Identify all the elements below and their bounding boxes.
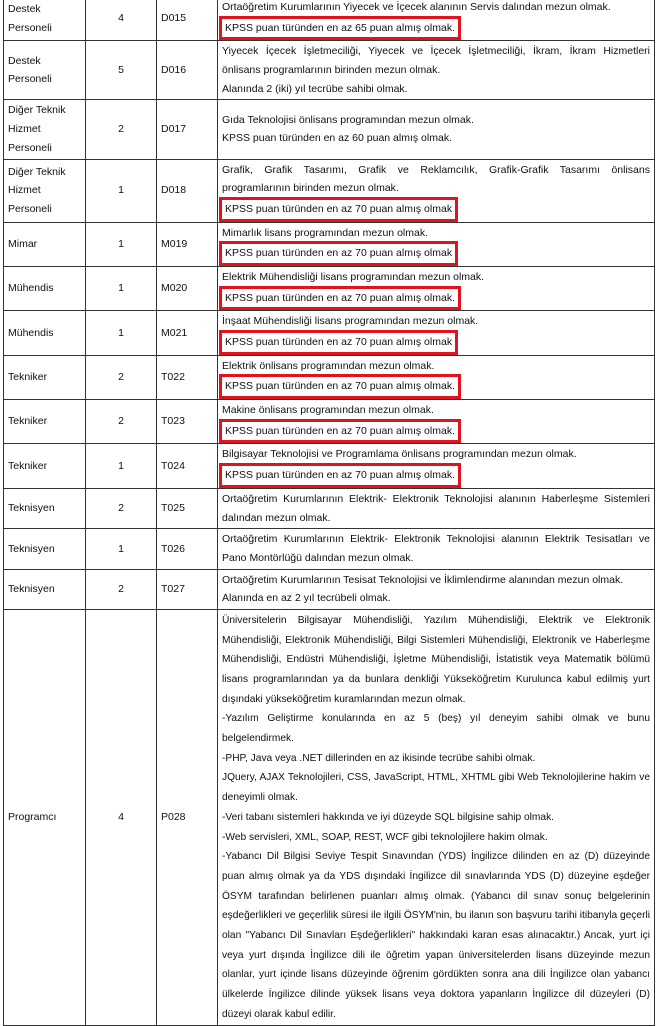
requirement-text: Ortaöğretim Kurumlarının Elektrik- Elektronik Teknolojisi alanının Elektrik Tesisatları ve Pano Montörlüğü dalından mezun olmak. — [222, 533, 650, 564]
code-cell: T022 — [157, 355, 218, 399]
job-requirements-table — [3, 0, 655, 1026]
table-row — [4, 41, 655, 100]
position-cell: Mühendis — [4, 311, 86, 355]
requirement-text: Ortaöğretim Kurumlarının Yiyecek ve İçecek alanının Servis dalından mezun olmak. — [222, 1, 611, 13]
position-cell: Destek Personeli — [4, 41, 86, 100]
requirement-line — [222, 709, 650, 748]
highlighted-requirement: KPSS puan türünden en az 70 puan almış olmak. — [222, 422, 458, 441]
requirement-line — [222, 490, 650, 527]
code-cell: D015 — [157, 0, 218, 41]
count-cell: 5 — [86, 41, 157, 100]
position-cell: Diğer Teknik Hizmet Personeli — [4, 159, 86, 222]
requirement-text: Ortaöğretim Kurumlarının Tesisat Teknolojisi ve İklimlendirme alanından mezun olmak. — [222, 573, 624, 586]
code-cell: D017 — [157, 100, 218, 159]
requirement-line — [222, 312, 650, 331]
requirements-cell — [218, 569, 655, 609]
requirements-cell — [218, 444, 655, 488]
position-cell: Destek Personeli — [4, 0, 86, 41]
requirement-line — [222, 589, 650, 608]
requirements-cell — [218, 159, 655, 222]
requirement-text: JQuery, AJAX Teknolojileri, CSS, JavaScript, HTML, XHTML gibi Web Teknolojilerine hakim ve deneyimli olmak. — [222, 772, 650, 804]
requirements-cell — [218, 529, 655, 569]
table-row — [4, 0, 655, 41]
requirement-line — [222, 768, 650, 807]
code-cell: T024 — [157, 444, 218, 488]
requirement-text: Mimarlık lisans programından mezun olmak. — [222, 226, 428, 239]
code-cell: M020 — [157, 266, 218, 310]
requirements-cell — [218, 488, 655, 528]
requirement-line — [222, 161, 650, 198]
highlighted-requirement: KPSS puan türünden en az 70 puan almış olmak. — [222, 289, 458, 308]
requirement-text: -Yabancı Dil Bilgisi Seviye Tespit Sınavından (YDS) İngilizce dilinden en az (D) düzeyinde puan almış olmak ya da YDS dışındaki İngilizce dil sınavlarında YDS (D) düzeyine eşdeğer ÖSYM tarafından belirlenen puanları almış olmak. (Yabancı dil sınav sonuç belgelerinin eşdeğerlikleri ve geçerlilik süresi ile ilgili ÖSYM'nin, bu ilanın son başvuru tarihi itibanyla geçerli olan "Yabancı Dil Sınavları Eşdeğerlikleri" hakkındaki karan esas alınacaktır.) Ancak, yurt içi veya yurt dışında İngilizce dili ile öğretim yapan üniversitelerden lisans düzeyinde mezun olanlar, yurt içinde lisans düzeyinde öğrenim gördükten sonra ana dili İngilizce olan yabancı ülkelerde İngilizce dilinde yüksek lisans veya doktora yapanların İngilizce dil düzeyleri (D) düzeyi olarak kabul edilir. — [222, 851, 650, 1020]
requirements-cell — [218, 0, 655, 41]
requirement-text: -PHP, Java veya .NET dillerinden en az ikisinde tecrübe sahibi olmak. — [222, 752, 536, 764]
table-row — [4, 266, 655, 310]
requirement-text: Bilgisayar Teknolojisi ve Programlama önlisans programından mezun olmak. — [222, 448, 577, 461]
requirement-line — [222, 331, 650, 354]
requirement-text: Elektrik Mühendisliği lisans programından mezun olmak. — [222, 270, 485, 283]
requirement-line — [222, 198, 650, 221]
code-cell: T026 — [157, 529, 218, 569]
requirements-cell — [218, 311, 655, 355]
requirement-line — [222, 357, 650, 376]
position-cell: Tekniker — [4, 400, 86, 444]
requirement-text: Ortaöğretim Kurumlarının Elektrik- Elektronik Teknolojisi alanının Haberleşme Sistemleri dalından mezun olmak. — [222, 492, 650, 524]
requirements-cell — [218, 266, 655, 310]
position-cell: Teknisyen — [4, 529, 86, 569]
highlighted-requirement: KPSS puan türünden en az 70 puan almış olmak. — [222, 466, 458, 485]
requirement-text: Grafik, Grafik Tasarımı, Grafik ve Reklamcılık, Grafik-Grafik Tasarımı önlisans programlarının birinden mezun olmak. — [222, 163, 650, 195]
requirement-line — [222, 749, 650, 769]
requirements-cell — [218, 400, 655, 444]
position-cell: Programcı — [4, 609, 86, 1025]
position-cell: Mimar — [4, 222, 86, 266]
requirement-text: Üniversitelerin Bilgisayar Mühendisliği, Yazılım Mühendisliği, Elektrik ve Elektronik Mühendisliği, Elektronik Mühendisliği, Bilgi Sistemleri Mühendisliği, Elektronik ve Haberleşme Mühendisliği, Endüstri Mühendisliği, İşletme Mühendisliği, İstatistik veya Matematik bölümü lisans programlarından ya da bunlara denkliği Yükseköğretim Kurulunca kabul edilmiş yurt dışındaki yükseköğretim kuramlarından mezun olmak. — [222, 614, 650, 705]
highlighted-requirement: KPSS puan türünden en az 70 puan almış olmak. — [222, 377, 458, 396]
requirement-text: KPSS puan türünden en az 60 puan almış olmak. — [222, 132, 452, 145]
count-cell: 2 — [86, 355, 157, 399]
code-cell: T023 — [157, 400, 218, 444]
position-cell: Mühendis — [4, 266, 86, 310]
requirement-text: Gıda Teknolojisi önlisans programından mezun olmak. — [222, 113, 474, 126]
requirement-line — [222, 287, 650, 310]
position-cell: Teknisyen — [4, 569, 86, 609]
requirement-line — [222, 445, 650, 464]
code-cell: D018 — [157, 159, 218, 222]
count-cell: 2 — [86, 488, 157, 528]
requirement-line — [222, 129, 650, 148]
position-cell: Tekniker — [4, 355, 86, 399]
highlighted-requirement: KPSS puan türünden en az 65 puan almış olmak. — [222, 19, 458, 38]
count-cell: 2 — [86, 400, 157, 444]
position-cell: Diğer Teknik Hizmet Personeli — [4, 100, 86, 159]
requirement-text: Alanında en az 2 yıl tecrübeli olmak. — [222, 592, 391, 605]
table-row — [4, 311, 655, 355]
code-cell: D016 — [157, 41, 218, 100]
table-row — [4, 159, 655, 222]
requirements-cell — [218, 41, 655, 100]
count-cell: 1 — [86, 159, 157, 222]
table-row — [4, 400, 655, 444]
requirement-line — [222, 571, 650, 590]
code-cell: T027 — [157, 569, 218, 609]
count-cell: 1 — [86, 529, 157, 569]
requirement-line — [222, 111, 650, 130]
requirement-line — [222, 464, 650, 487]
table-row — [4, 100, 655, 159]
table-row — [4, 529, 655, 569]
requirement-text: -Veri tabanı sistemleri hakkında ve iyi düzeyde SQL bilgisine sahip olmak. — [222, 811, 555, 823]
requirement-text: -Yazılım Geliştirme konularında en az 5 (beş) yıl deneyim sahibi olmak ve bunu belgelendirmek. — [222, 713, 650, 745]
requirement-line — [222, 375, 650, 398]
requirement-text: Alanında 2 (iki) yıl tecrübe sahibi olmak. — [222, 82, 408, 95]
highlighted-requirement: KPSS puan türünden en az 70 puan almış olmak — [222, 200, 455, 219]
requirement-text: Yiyecek İçecek İşletmeciliği, Yiyecek ve İçecek İşletmeciliği, İkram, İkram Hizmetleri önlisans programlarının birinden mezun olmak. — [222, 45, 650, 77]
requirement-line — [222, 0, 650, 17]
requirement-line — [222, 268, 650, 287]
requirement-line — [222, 530, 650, 567]
table-body — [4, 0, 655, 1026]
requirements-cell — [218, 100, 655, 159]
requirement-text: Makine önlisans programından mezun olmak. — [222, 404, 434, 417]
requirement-line — [222, 242, 650, 265]
table-row — [4, 222, 655, 266]
count-cell: 1 — [86, 311, 157, 355]
requirement-line — [222, 808, 650, 828]
count-cell: 1 — [86, 266, 157, 310]
requirements-cell — [218, 222, 655, 266]
position-cell: Teknisyen — [4, 488, 86, 528]
code-cell: M019 — [157, 222, 218, 266]
count-cell: 2 — [86, 100, 157, 159]
requirement-line — [222, 611, 650, 709]
highlighted-requirement: KPSS puan türünden en az 70 puan almış olmak — [222, 244, 455, 263]
requirement-line — [222, 17, 650, 40]
count-cell: 4 — [86, 0, 157, 41]
count-cell: 2 — [86, 569, 157, 609]
code-cell: M021 — [157, 311, 218, 355]
requirement-text: Elektrik önlisans programından mezun olmak. — [222, 359, 435, 372]
requirement-line — [222, 401, 650, 420]
table-row — [4, 569, 655, 609]
count-cell: 1 — [86, 222, 157, 266]
requirement-text: İnşaat Mühendisliği lisans programından mezun olmak. — [222, 315, 479, 328]
table-row — [4, 488, 655, 528]
requirement-line — [222, 80, 650, 99]
table-row — [4, 609, 655, 1025]
code-cell: T025 — [157, 488, 218, 528]
table-row — [4, 355, 655, 399]
requirement-line — [222, 420, 650, 443]
requirements-cell — [218, 355, 655, 399]
count-cell: 1 — [86, 444, 157, 488]
requirements-cell — [218, 609, 655, 1025]
code-cell: P028 — [157, 609, 218, 1025]
requirement-line — [222, 828, 650, 848]
highlighted-requirement: KPSS puan türünden en az 70 puan almış olmak — [222, 333, 455, 352]
count-cell: 4 — [86, 609, 157, 1025]
requirement-line — [222, 224, 650, 243]
requirement-text: -Web servisleri, XML, SOAP, REST, WCF gibi teknolojilere hakim olmak. — [222, 831, 548, 843]
position-cell: Tekniker — [4, 444, 86, 488]
table-row — [4, 444, 655, 488]
requirement-line — [222, 847, 650, 1024]
requirement-line — [222, 42, 650, 79]
